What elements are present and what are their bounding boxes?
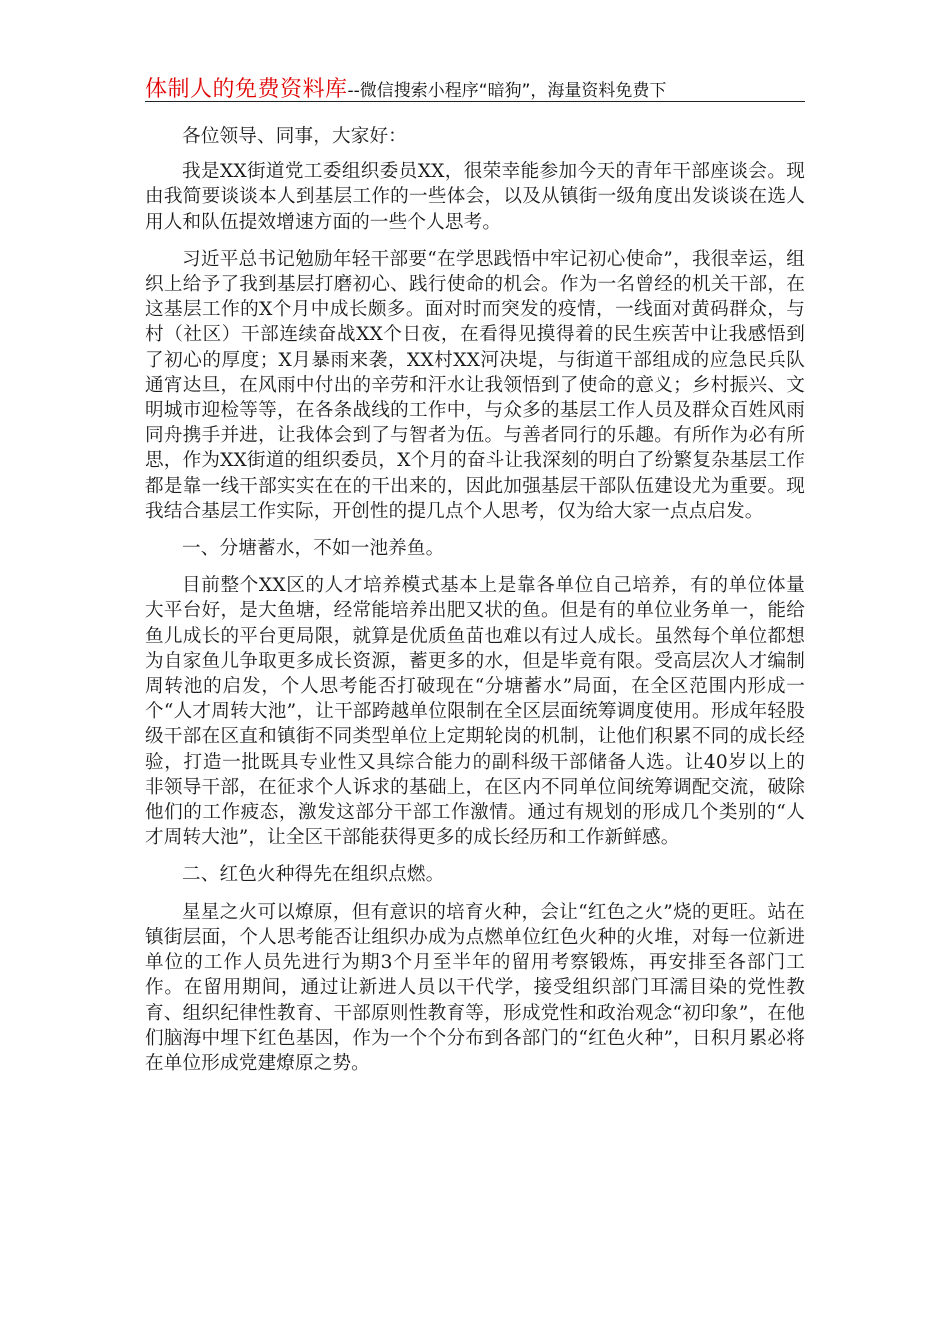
greeting: 各位领导、同事，大家好： bbox=[182, 126, 407, 147]
section-heading-2: 二、红色火种得先在组织点燃。 bbox=[182, 864, 445, 886]
header-tagline: --微信搜索小程序“暗狗”，海量资料免费下 bbox=[347, 81, 667, 101]
section-body-1: 目前整个XX区的人才培养模式基本上是靠各单位自己培养，有的单位体量大平台好，是大鱼塘，经常能培养出肥又状的鱼。但是有的单位业务单一，能给鱼儿成长的平台更局限，就算是优质鱼苗也难以有过人成长。虽然每个单位都想为自家鱼儿争取更多成长资源，蓄更多的水，但是毕竟有限。受高层次人才编制周转池的启发，个人思考能否打破现在“分塘蓄水”局面，在全区范围内形成一个“人才周转大池”，让干部跨越单位限制在全区层面统筹调度使用。形成年轻股级干部在区直和镇街不同类型单位上定期轮岗的机制，让他们积累不同的成长经验，打造一批既具专业性又具综合能力的副科级干部储备人选。让40岁以上的非领导干部，在征求个人诉求的基础上，在区内不同单位间统筹调配交流，破除他们的工作疲态，激发这部分干部工作激情。通过有规划的形成几个类别的“人才周转大池”，让全区干部能获得更多的成长经历和工作新鲜感。 bbox=[145, 575, 805, 849]
paragraph-experience: 习近平总书记勉励年轻干部要“在学思践悟中牢记初心使命”，我很幸运，组织上给予了我到基层打磨初心、践行使命的机会。作为一名曾经的机关干部，在这基层工作的X个月中成长颇多。面对时而突发的疫情，一线面对黄码群众，与村（社区）干部连续奋战XX个日夜，在看得见摸得着的民生疾苦中让我感悟到了初心的厚度；X月暴雨来袭，XX村XX河决堤，与街道干部组成的应急民兵队通宵达旦，在风雨中付出的辛劳和汗水让我领悟到了使命的意义；乡村振兴、文明城市迎检等等，在各条战线的工作中，与众多的基层工作人员及群众百姓风雨同舟携手并进，让我体会到了与智者为伍。与善者同行的乐趣。有所作为必有所思，作为XX街道的组织委员，X个月的奋斗让我深刻的明白了纷繁复杂基层工作都是靠一线干部实实在在的干出来的，因此加强基层干部队伍建设尤为重要。现我结合基层工作实际，开创性的提几点个人思考，仅为给大家一点点启发。 bbox=[145, 248, 805, 522]
section-body-2: 星星之火可以燎原，但有意识的培育火种，会让“红色之火”烧的更旺。站在镇街层面，个人思考能否让组织办成为点燃单位红色火种的火堆，对每一位新进单位的工作人员先进行为期3个月至半年的留用考察锻炼，再安排至各部门工作。在留用期间，通过让新进人员以干代学，接受组织部门耳濡目染的党性教育、组织纪律性教育、干部原则性教育等，形成党性和政治观念“初印象”，在他们脑海中埋下红色基因，作为一个个分布到各部门的“红色火种”，日积月累必将在单位形成党建燎原之势。 bbox=[145, 901, 805, 1074]
page-header bbox=[145, 72, 805, 102]
header-divider bbox=[145, 101, 805, 102]
section-heading-1: 一、分塘蓄水，不如一池养鱼。 bbox=[182, 538, 445, 560]
document-body bbox=[145, 124, 805, 1076]
paragraph-intro: 我是XX街道党工委组织委员XX，很荣幸能参加今天的青年干部座谈会。现由我简要谈谈本人到基层工作的一些体会，以及从镇街一级角度出发谈谈在选人用人和队伍提效增速方面的一些个人思考。 bbox=[145, 161, 805, 233]
header-brand: 体制人的免费资料库 bbox=[145, 77, 348, 102]
